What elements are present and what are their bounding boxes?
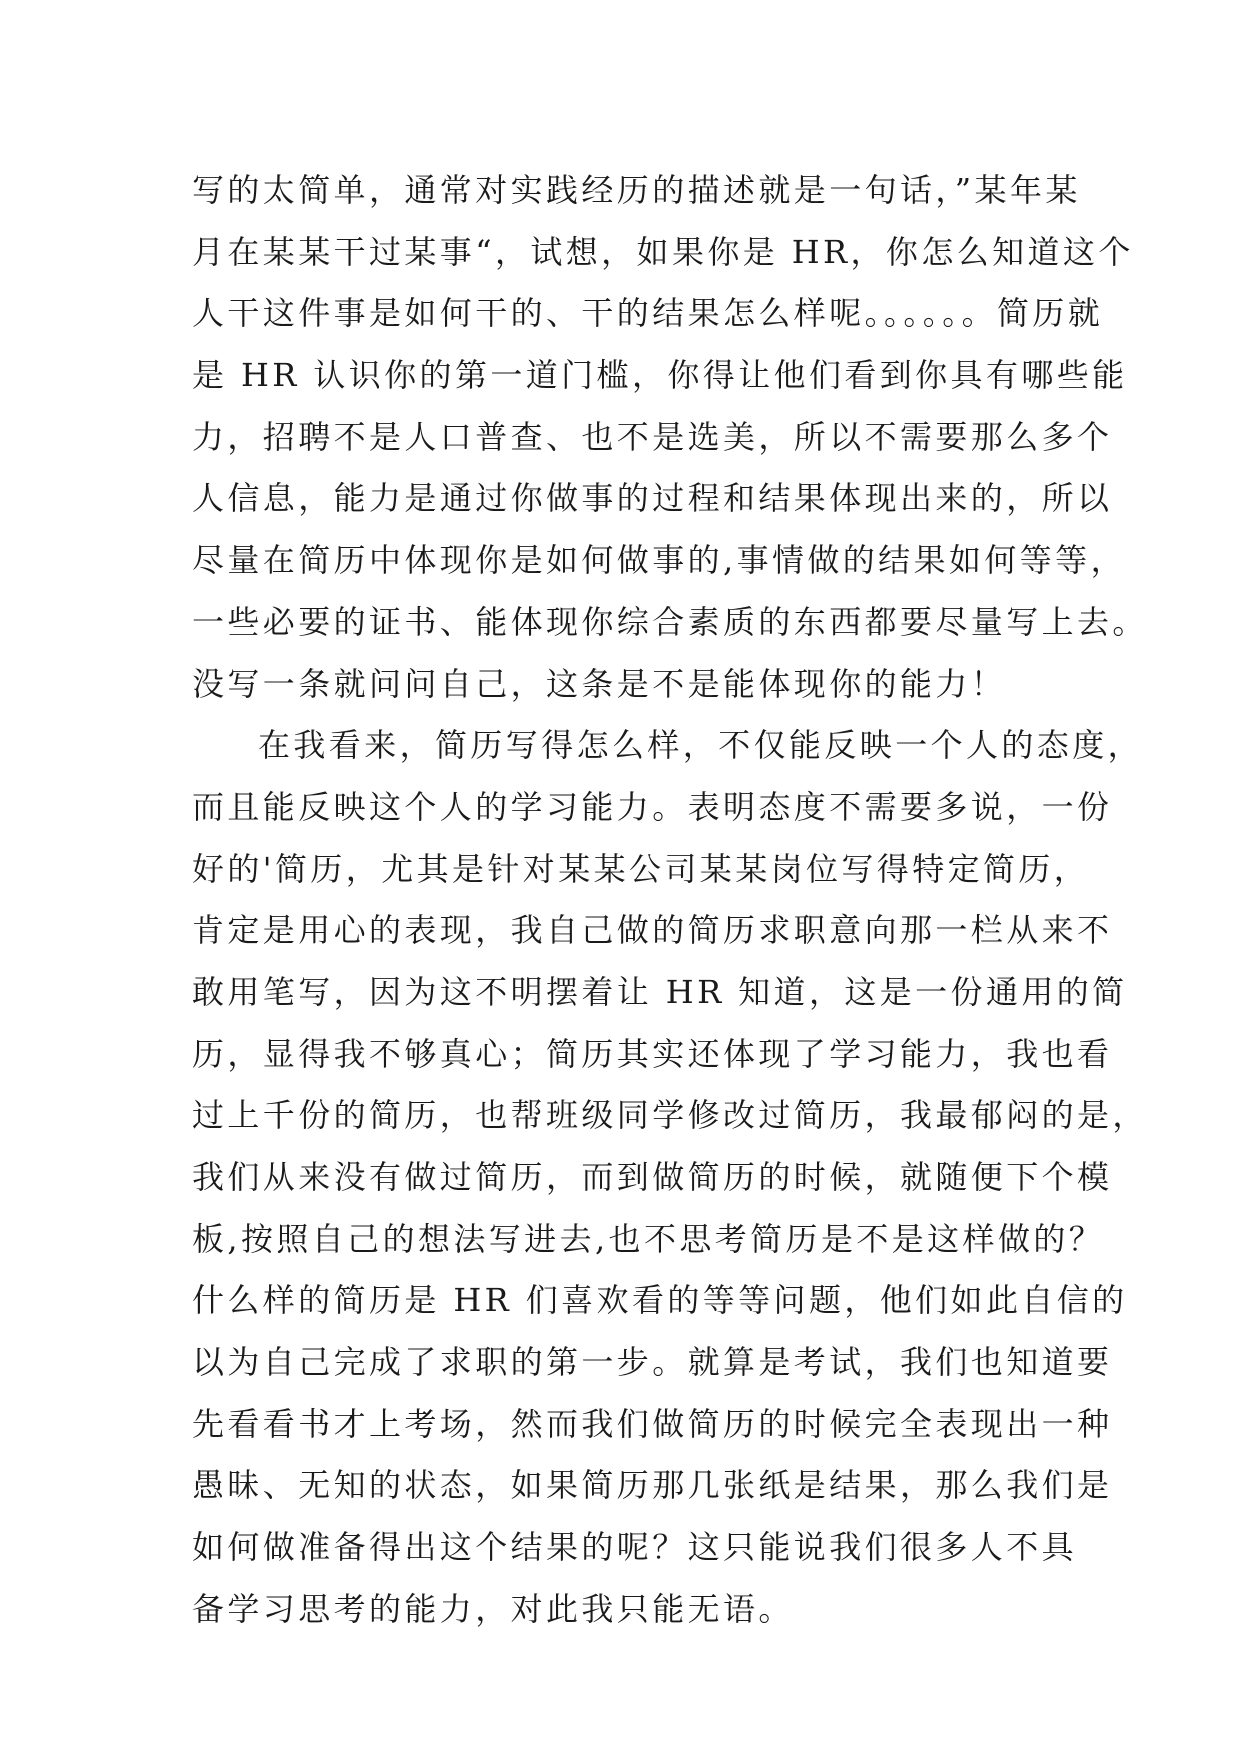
text-line: 什么样的简历是 HR 们喜欢看的等等问题，他们如此自信的 bbox=[192, 1281, 1128, 1320]
text-line: 愚昧、无知的状态，如果简历那几张纸是结果，那么我们是 bbox=[192, 1466, 1113, 1505]
text-line: 一些必要的证书、能体现你综合素质的东西都要尽量写上去。 bbox=[192, 602, 1148, 641]
text-line: 月在某某干过某事“，试想，如果你是 HR，你怎么知道这个 bbox=[192, 232, 1134, 271]
text-line: 先看看书才上考场，然而我们做简历的时候完全表现出一种 bbox=[192, 1404, 1113, 1443]
text-line: 力，招聘不是人口普查、也不是选美，所以不需要那么多个 bbox=[192, 417, 1113, 456]
paragraph-start-line: 在我看来，简历写得怎么样，不仅能反映一个人的态度， bbox=[258, 726, 1144, 765]
text-line: 板,按照自己的想法写进去,也不思考简历是不是这样做的？ bbox=[192, 1219, 1105, 1258]
text-line: 人干这件事是如何干的、干的结果怎么样呢。。。。。。简历就 bbox=[192, 294, 1104, 333]
text-line: 而且能反映这个人的学习能力。表明态度不需要多说，一份 bbox=[192, 787, 1113, 826]
text-line: 没写一条就问问自己，这条是不是能体现你的能力！ bbox=[192, 664, 1007, 703]
text-line: 是 HR 认识你的第一道门槛，你得让他们看到你具有哪些能 bbox=[192, 356, 1128, 395]
text-line: 历，显得我不够真心；简历其实还体现了学习能力，我也看 bbox=[192, 1034, 1113, 1073]
text-line: 过上千份的简历，也帮班级同学修改过简历，我最郁闷的是， bbox=[192, 1096, 1148, 1135]
text-line: 备学习思考的能力，对此我只能无语。 bbox=[192, 1589, 794, 1628]
text-line: 尽量在简历中体现你是如何做事的,事情做的结果如何等等， bbox=[192, 541, 1126, 580]
text-line: 人信息，能力是通过你做事的过程和结果体现出来的，所以 bbox=[192, 479, 1113, 518]
body-text bbox=[192, 160, 1148, 1641]
text-line: 敢用笔写，因为这不明摆着让 HR 知道，这是一份通用的简 bbox=[192, 972, 1128, 1011]
text-line: 肯定是用心的表现，我自己做的简历求职意向那一栏从来不 bbox=[192, 911, 1113, 950]
text-line: 好的'简历，尤其是针对某某公司某某岗位写得特定简历， bbox=[192, 849, 1090, 888]
text-line: 我们从来没有做过简历，而到做简历的时候，就随便下个模 bbox=[192, 1158, 1113, 1196]
text-line: 以为自己完成了求职的第一步。就算是考试，我们也知道要 bbox=[192, 1343, 1113, 1382]
text-line: 如何做准备得出这个结果的呢？这只能说我们很多人不具 bbox=[192, 1528, 1078, 1567]
text-line: 写的太简单，通常对实践经历的描述就是一句话，”某年某 bbox=[192, 171, 1081, 209]
